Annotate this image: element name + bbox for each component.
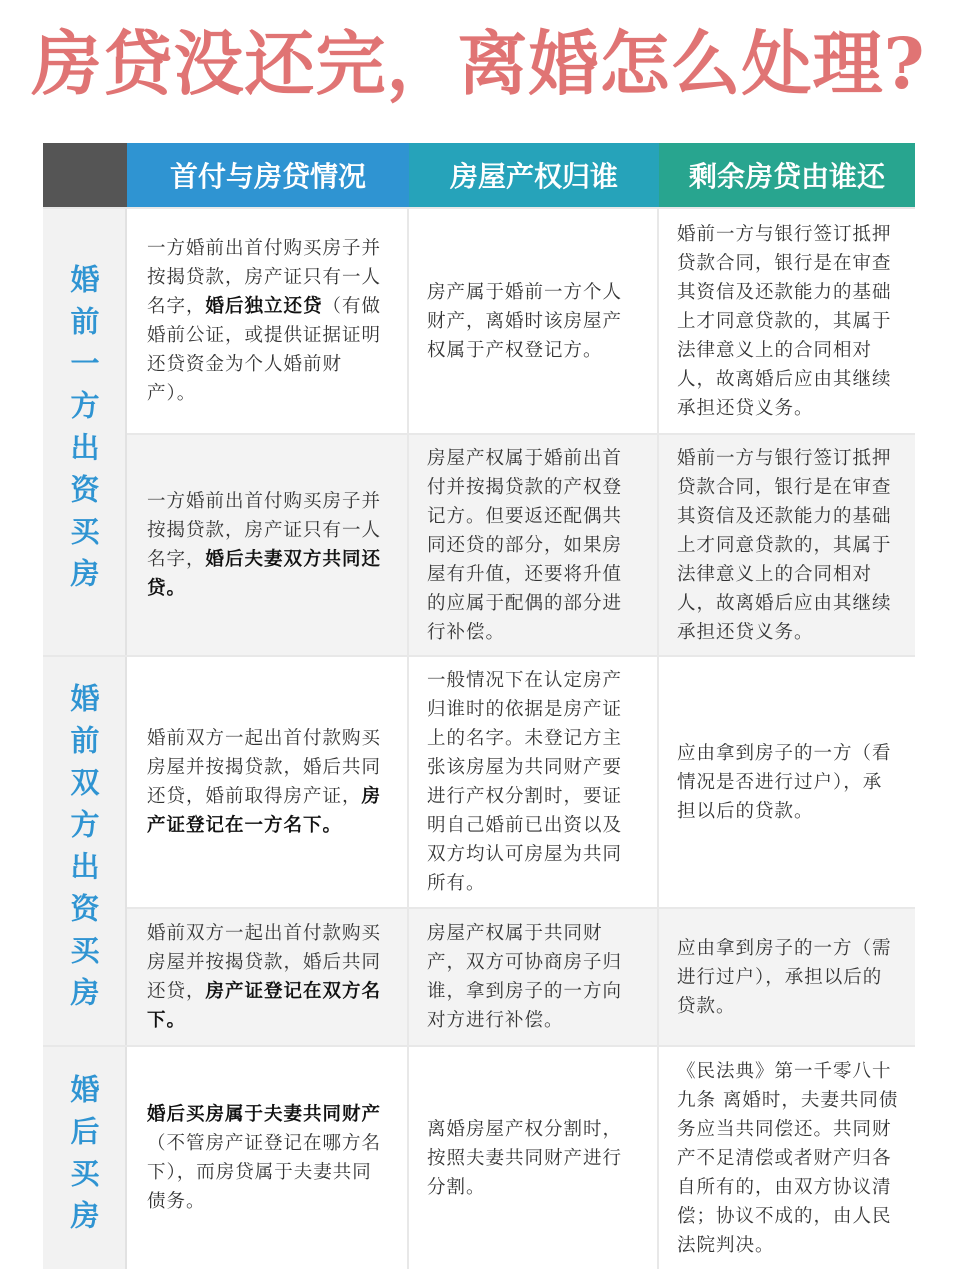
header-property-ownership: 房屋产权归谁 — [409, 143, 659, 207]
cell-downpayment: 一方婚前出首付购买房子并按揭贷款，房产证只有一人名字，婚后独立还贷（有做婚前公证，或提供证据证明还贷资金为个人婚前财产）。 — [127, 209, 409, 433]
cell-ownership: 房屋产权属于共同财产，双方可协商房子归谁，拿到房子的一方向对方进行补偿。 — [409, 909, 659, 1045]
table-row — [127, 433, 915, 655]
cell-repayment: 婚前一方与银行签订抵押贷款合同，银行是在审查其资信及还款能力的基础上才同意贷款的，其属于法律意义上的合同相对人，故离婚后应由其继续承担还贷义务。 — [677, 447, 892, 643]
table-header — [43, 143, 915, 207]
table-row — [127, 907, 915, 1045]
header-corner — [43, 143, 127, 207]
cell-ownership: 房产属于婚前一方个人财产，离婚时该房屋产权属于产权登记方。 — [409, 209, 659, 433]
group-premarital-one-party — [43, 207, 915, 655]
group-label: 婚前一方出资买房 — [43, 209, 127, 655]
cell-repayment: 《民法典》第一千零八十九条 离婚时，夫妻共同债务应当共同偿还。共同财产不足清偿或者财产归各自所有的，由双方协议清偿；协议不成的，由人民法院判决。 — [677, 1060, 899, 1256]
comparison-table — [43, 143, 915, 1269]
cell-ownership: 一般情况下在认定房产归谁时的依据是房产证上的名字。未登记方主张该房屋为共同财产要进行产权分割时，要证明自己婚前已出资以及双方均认可房屋为共同所有。 — [409, 657, 659, 907]
cell-repayment: 应由拿到房子的一方（需进行过户），承担以后的贷款。 — [677, 937, 892, 1017]
group-label: 婚后买房 — [43, 1047, 127, 1269]
group-premarital-both-parties — [43, 655, 915, 1045]
cell-downpayment: 婚前双方一起出首付款购买房屋并按揭贷款，婚后共同还贷，房产证登记在双方名下。 — [127, 909, 409, 1045]
header-remaining-loan: 剩余房贷由谁还 — [659, 143, 915, 207]
cell-downpayment: 婚前双方一起出首付款购买房屋并按揭贷款，婚后共同还贷，婚前取得房产证，房产证登记在一方名下。 — [127, 657, 409, 907]
header-downpayment-loan: 首付与房贷情况 — [127, 143, 409, 207]
table-row — [127, 1047, 915, 1269]
table-row — [127, 657, 915, 907]
cell-ownership: 离婚房屋产权分割时，按照夫妻共同财产进行分割。 — [409, 1047, 659, 1269]
cell-repayment: 应由拿到房子的一方（看情况是否进行过户），承担以后的贷款。 — [677, 742, 892, 822]
cell-downpayment: 一方婚前出首付购买房子并按揭贷款，房产证只有一人名字，婚后夫妻双方共同还贷。 — [127, 435, 409, 655]
group-postmarital — [43, 1045, 915, 1269]
page-title: 房贷没还完，离婚怎么处理? — [31, 22, 926, 105]
cell-downpayment: 婚后买房属于夫妻共同财产（不管房产证登记在哪方名下），而房贷属于夫妻共同债务。 — [127, 1047, 409, 1269]
table-row — [127, 209, 915, 433]
group-label: 婚前双方出资买房 — [43, 657, 127, 1045]
cell-ownership: 房屋产权属于婚前出首付并按揭贷款的产权登记方。但要返还配偶共同还贷的部分，如果房屋有升值，还要将升值的应属于配偶的部分进行补偿。 — [409, 435, 659, 655]
cell-repayment: 婚前一方与银行签订抵押贷款合同，银行是在审查其资信及还款能力的基础上才同意贷款的，其属于法律意义上的合同相对人，故离婚后应由其继续承担还贷义务。 — [677, 223, 892, 419]
